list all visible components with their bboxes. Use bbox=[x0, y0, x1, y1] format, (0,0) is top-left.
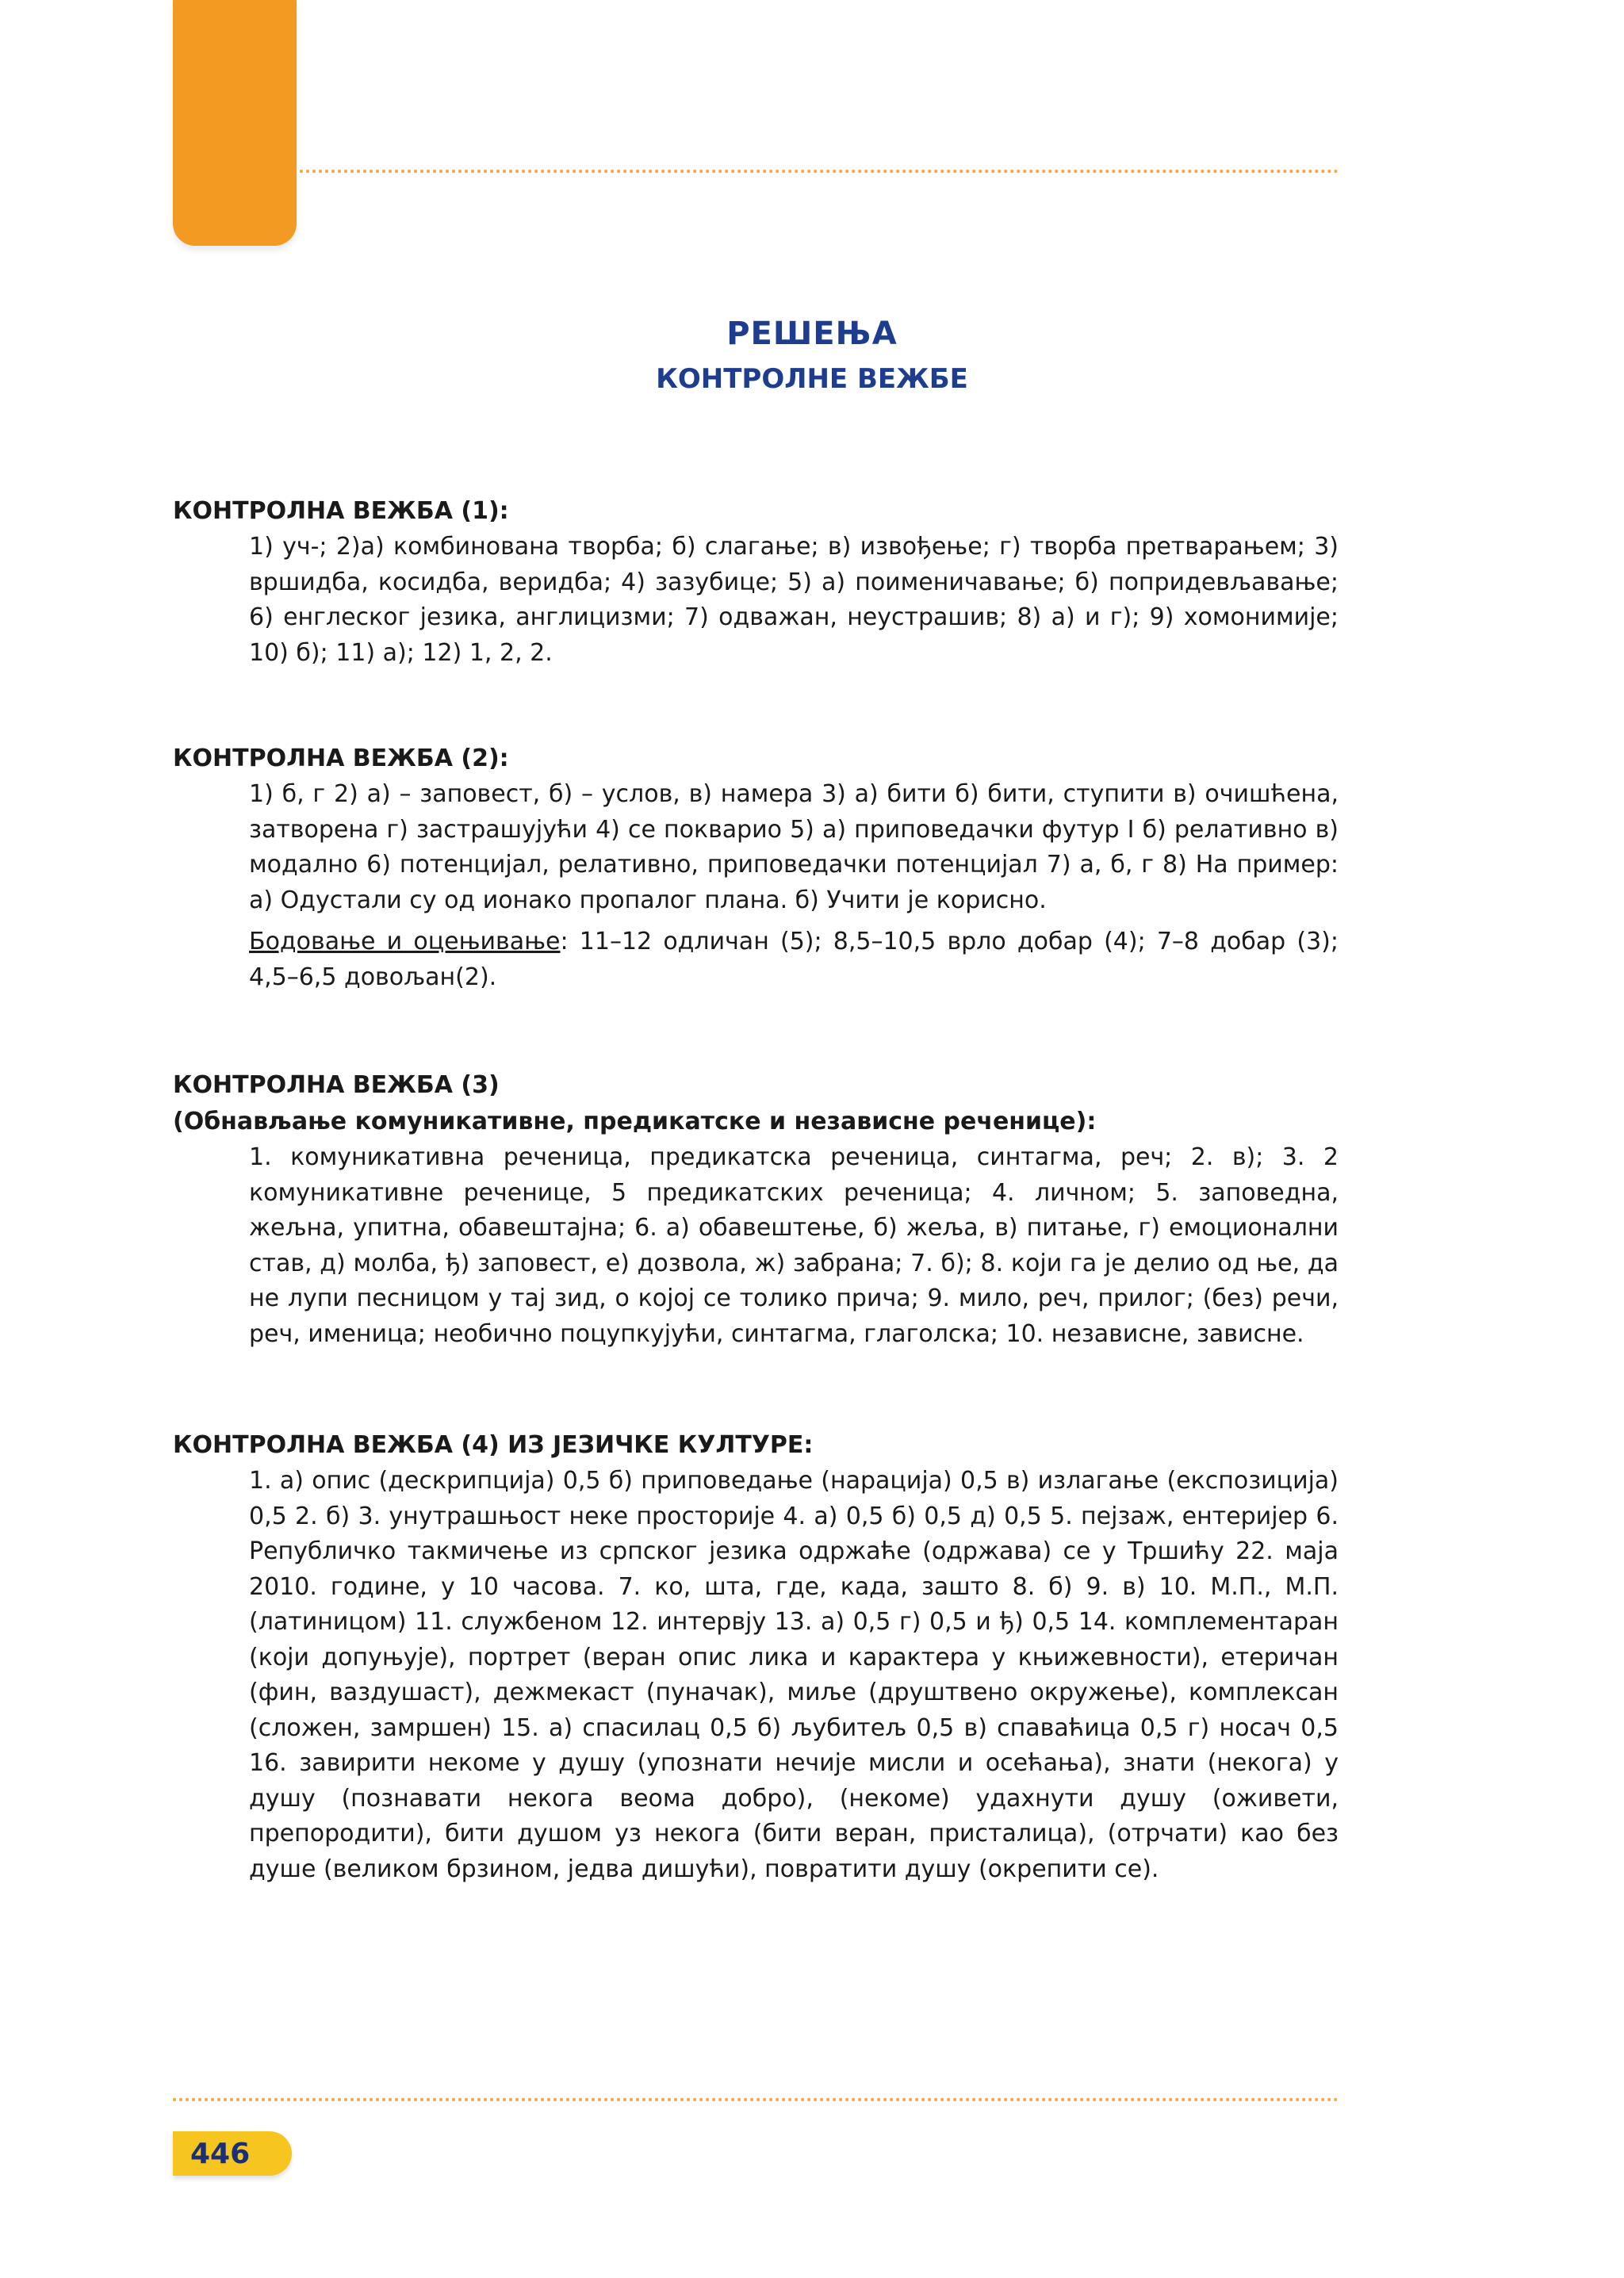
answers-text: 1) уч-; 2)а) комбинована творба; б) слагање; в) извођење; г) творба претварањем; 3) вршидба, косидба, веридба; 4) зазубице; 5) а) поименичавање; б) попридевљавање; 6) енглеског језика, англицизми; 7) одважан, неустрашив; 8) а) и г); 9) хомонимије; 10) б); 11) а); 12) 1, 2, 2. bbox=[249, 533, 1339, 667]
page-number-badge bbox=[173, 2131, 292, 2176]
chapter-tab bbox=[173, 0, 297, 246]
section-heading: КОНТРОЛНА ВЕЖБА (4) ИЗ ЈЕЗИЧКЕ КУЛТУРЕ: bbox=[173, 1431, 814, 1459]
section-heading: КОНТРОЛНА ВЕЖБА (1): bbox=[173, 497, 509, 525]
grading-paragraph bbox=[249, 925, 1339, 995]
page-subtitle: КОНТРОЛНЕ ВЕЖБЕ bbox=[656, 363, 968, 395]
top-dotted-rule bbox=[300, 170, 1339, 173]
section-heading: КОНТРОЛНА ВЕЖБА (2): bbox=[173, 745, 509, 772]
section-body bbox=[249, 777, 1339, 995]
answers-text: 1) б, г 2) а) – заповест, б) – услов, в) намера 3) а) бити б) бити, ступити в) очишћена, затворена г) застрашујући 4) се покварио 5) а) приповедачки футур I б) релативно в) модално 6) потенцијал, релативно, приповедачки потенцијал 7) а, б, г 8) На пример: а) Одустали су од ионако пропалог плана. б) Учити је корисно. bbox=[249, 780, 1339, 914]
section-body bbox=[249, 1464, 1339, 1887]
section-exercise-4 bbox=[173, 1427, 1339, 1887]
section-exercise-3 bbox=[173, 1067, 1339, 1352]
section-body bbox=[249, 530, 1339, 671]
section-heading: КОНТРОЛНА ВЕЖБА (3) bbox=[173, 1071, 500, 1099]
grading-text: : 11–12 одличан (5); 8,5–10,5 врло добар (4); 7–8 добар (3); 4,5–6,5 довољан(2). bbox=[249, 928, 1339, 991]
page-title: РЕШЕЊА bbox=[726, 316, 898, 352]
section-exercise-1 bbox=[173, 493, 1339, 671]
section-exercise-2 bbox=[173, 741, 1339, 995]
answers-text: 1. а) опис (дескрипција) 0,5 б) приповедање (нарација) 0,5 в) излагање (експозиција) 0,5 2. б) 3. унутрашњост неке просторије 4. а) 0,5 б) 0,5 д) 0,5 5. пејзаж, ентеријер 6. Републичко такмичење из српског језика одржаће (одржава) се у Тршићу 22. маја 2010. године, у 10 часова. 7. ко, шта, где, када, зашто 8. б) 9. в) 10. М.П., М.П. (латиницом) 11. службеном 12. интервју 13. а) 0,5 г) 0,5 и ђ) 0,5 14. комплементаран (који допуњује), портрет (веран опис лика и карактера у књижевности), етеричан (фин, ваздушаст), дежмекаст (пуначак), миље (друштвено окружење), комплексан (сложен, замршен) 15. а) спасилац 0,5 б) љубитељ 0,5 в) спаваћица 0,5 г) носач 0,5 16. завирити некоме у душу (упознати нечије мисли и осећања), знати (некога) у душу (познавати некога веома добро), (некоме) удахнути душу (оживети, препородити), бити душом уз некога (бити веран, присталица), (отрчати) као без душе (великом брзином, једва дишући), повратити душу (окрепити се). bbox=[249, 1467, 1339, 1883]
section-subheading: (Обнављање комуникативне, предикатске и независне реченице): bbox=[173, 1108, 1097, 1135]
answers-text: 1. комуникативна реченица, предикатска реченица, синтагма, реч; 2. в); 3. 2 комуникативне реченице, 5 предикатских реченица; 4. личном; 5. заповедна, жељна, упитна, обавештајна; 6. а) обавештење, б) жеља, в) питање, г) емоционални став, д) молба, ђ) заповест, е) дозвола, ж) забрана; 7. б); 8. који га је делио од ње, да не лупи песницом у тај зид, о којој се толико прича; 9. мило, реч, прилог; (без) речи, реч, именица; необично поцупкујући, синтагма, глаголска; 10. независне, зависне. bbox=[249, 1143, 1339, 1348]
bottom-dotted-rule bbox=[173, 2098, 1339, 2101]
page-number: 446 bbox=[190, 2137, 251, 2170]
section-body bbox=[249, 1140, 1339, 1352]
grading-label: Бодовање и оцењивање bbox=[249, 928, 561, 955]
